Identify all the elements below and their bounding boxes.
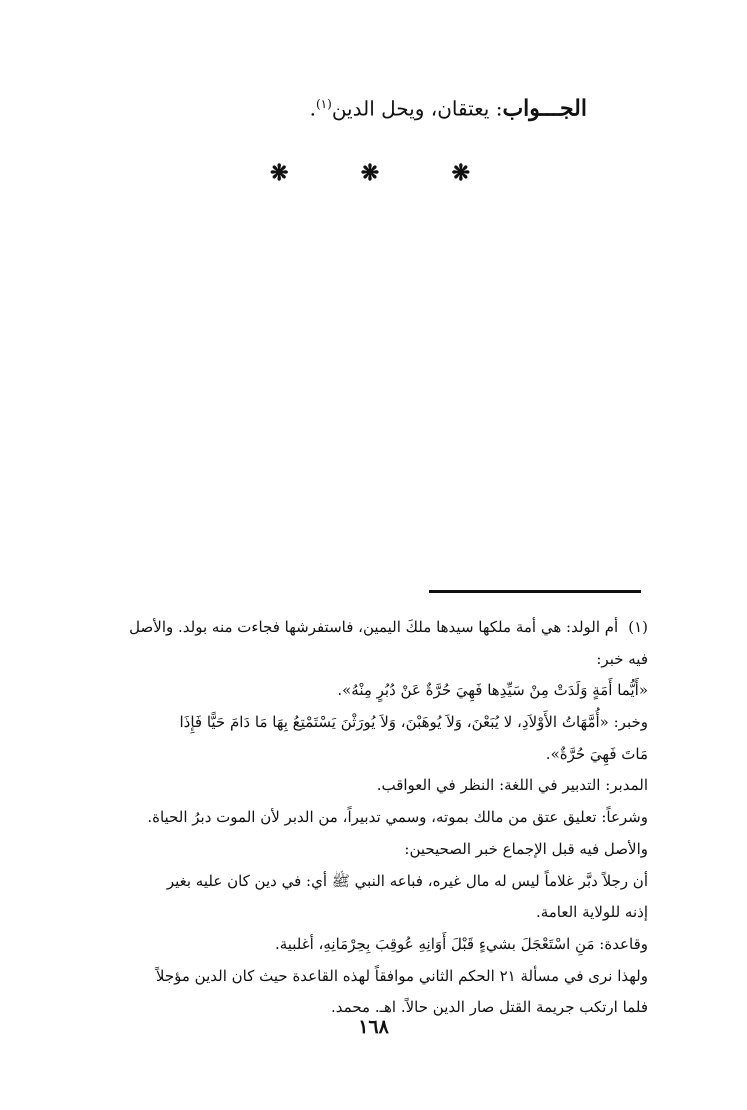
footnote-number: (١)	[628, 618, 648, 636]
answer-end: .	[309, 96, 316, 121]
footnote-line: إذنه للولاية العامة.	[535, 903, 648, 922]
hadith-quote: وخبر: «أُمَّهَاتُ الأَوْلاَدِ، لا يُبَعْنَ، وَلاَ يُوهَبْنَ، وَلاَ يُورَثْنَ يَسْتَمْتِعُ بِهَا مَا دَامَ حَيًّا فَإِذَا	[179, 713, 648, 732]
answer-text: : يعتقان، ويحل الدين	[331, 96, 503, 121]
page-number: ١٦٨	[358, 1016, 389, 1038]
answer-line	[167, 84, 587, 129]
hadith-quote: «أَيُّما أَمَةٍ وَلَدَتْ مِنْ سَيِّدِها فَهِيَ حُرَّةٌ عَنْ دُبُرٍ مِنْهُ».	[337, 681, 648, 700]
footnote-reference[interactable]: (١)	[315, 97, 332, 111]
footnote-divider	[429, 590, 641, 593]
footnote-line: وقاعدة: مَنِ اسْتَعْجَلَ بشيءٍ قَبْلَ أَوَانِهِ عُوقِبَ بِحِرْمَانِهِ، أغلبية.	[274, 934, 648, 953]
separator-star-icon: ❋	[360, 160, 380, 186]
footnote-block	[88, 612, 648, 1024]
answer-label: الجـــواب	[502, 95, 587, 122]
footnote-line: المدبر: التدبير في اللغة: النظر في العواقب.	[376, 776, 648, 795]
separator-star-icon: ❋	[270, 160, 289, 186]
separator-star-icon: ❋	[451, 160, 470, 186]
hadith-quote: مَاتَ فَهِيَ حُرَّةٌ».	[545, 744, 648, 763]
footnote-line: وشرعاً: تعليق عتق من مالك بموته، وسمي تدبيراً، من الدبر لأن الموت دبرُ الحياة.	[147, 808, 648, 827]
footnote-line: فلما ارتكب جريمة القتل صار الدين حالاً. اهـ. محمد.	[331, 998, 648, 1017]
footnote-text: أم الولد: هي أمة ملكها سيدها ملكَ اليمين، فاستفرشها فجاءت منه بولد. والأصل	[129, 618, 619, 636]
footnote-line: فيه خبر:	[596, 649, 648, 668]
footnote-line: ولهذا نرى في مسألة ٢١ الحكم الثاني موافقاً لهذه القاعدة حيث كان الدين مؤجلاً	[155, 966, 648, 985]
section-separator	[270, 160, 470, 186]
footnote-line	[88, 612, 648, 644]
footnote-line: أن رجلاً دبَّر غلاماً ليس له مال غيره، فباعه النبي ﷺ أي: في دين كان عليه بغير	[166, 871, 648, 890]
footnote-line: والأصل فيه قبل الإجماع خبر الصحيحين:	[404, 839, 648, 858]
